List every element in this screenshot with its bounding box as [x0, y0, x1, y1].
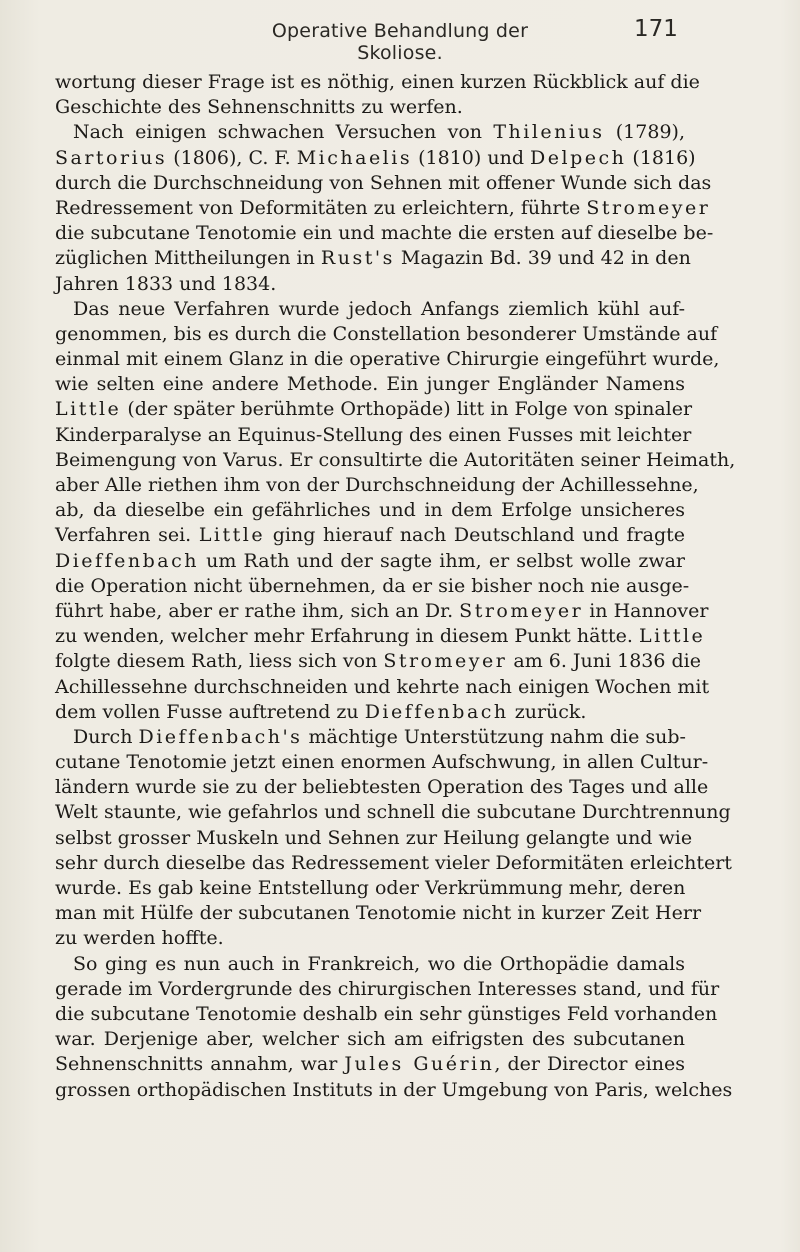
text-line: züglichen Mittheilungen in Rust's Magazin Bd. 39 und 42 in den [55, 247, 691, 270]
text-line: führt habe, aber er rathe ihm, sich an Dr. Stromeyer in Hannover [55, 599, 709, 622]
text-line: Kinderparalyse an Equinus-Stellung des einen Fusses mit leichter [55, 423, 692, 446]
text-line: cutane Tenotomie jetzt einen enormen Aufschwung, in allen Cultur- [55, 751, 709, 774]
spaced-name: Rust's [320, 247, 395, 270]
text-line: die subcutane Tenotomie deshalb ein sehr günstiges Feld vorhanden [55, 1002, 718, 1025]
spaced-name: Stromeyer [586, 196, 711, 219]
text-line: aber Alle riethen ihm von der Durchschneidung der Achillessehne, [55, 474, 699, 496]
text-line: Redressement von Deformitäten zu erleichtern, führte Stromeyer [55, 196, 711, 219]
text-line: Durch Dieffenbach's mächtige Unterstützung nahm die sub- [73, 725, 686, 748]
spaced-name: Delpech [530, 146, 627, 169]
text-line: ab, da dieselbe ein gefährliches und in dem Erfolge unsicheres [55, 499, 685, 522]
text-line: Verfahren sei. Little ging hierauf nach Deutschland und fragte [55, 524, 686, 547]
text-line: Achillessehne durchschneiden und kehrte nach einigen Wochen mit [55, 675, 710, 698]
spaced-name: Dieffenbach [364, 700, 509, 723]
text-line: Das neue Verfahren wurde jedoch Anfangs ziemlich kühl auf- [73, 297, 685, 320]
text-line: Beimengung von Varus. Er consultirte die Autoritäten seiner Heimath, [55, 448, 736, 471]
spaced-name: Thilenius [493, 121, 605, 144]
spaced-name: Jules Guérin [344, 1053, 495, 1076]
text-line: Little (der später berühmte Orthopäde) litt in Folge von spinaler [55, 398, 693, 421]
text-line: Sartorius (1806), C. F. Michaelis (1810) und Delpech (1816) [55, 146, 696, 169]
page-number: 171 [634, 16, 678, 42]
text-line: Nach einigen schwachen Versuchen von Thilenius (1789), [73, 121, 685, 144]
text-line: man mit Hülfe der subcutanen Tenotomie nicht in kurzer Zeit Herr [55, 902, 702, 925]
spaced-name: Little [639, 625, 706, 648]
body-text [55, 70, 736, 1103]
spaced-name: Michaelis [296, 146, 413, 169]
text-line: genommen, bis es durch die Constellation besonderer Umstände auf [55, 322, 718, 345]
spaced-name: Dieffenbach's [138, 725, 303, 748]
text-line: wortung dieser Frage ist es nöthig, einen kurzen Rückblick auf die [55, 71, 700, 93]
text-line: Sehnenschnitts annahm, war Jules Guérin, der Director eines [55, 1053, 685, 1076]
text-line: sehr durch dieselbe das Redressement vieler Deformitäten erleichtert [55, 851, 732, 874]
spaced-name: Little [55, 398, 122, 421]
text-line: gerade im Vordergrunde des chirurgischen Interesses stand, und für [55, 977, 720, 1000]
text-line: dem vollen Fusse auftretend zu Dieffenbach zurück. [55, 700, 587, 723]
spaced-name: Dieffenbach [55, 549, 199, 572]
text-line: folgte diesem Rath, liess sich von Stromeyer am 6. Juni 1836 die [55, 650, 702, 673]
text-line: die Operation nicht übernehmen, da er sie bisher noch nie ausge- [55, 574, 690, 597]
text-line: zu wenden, welcher mehr Erfahrung in diesem Punkt hätte. Little [55, 625, 706, 648]
running-header: Operative Behandlung der Skoliose. [271, 20, 529, 64]
text-line: grossen orthopädischen Instituts in der Umgebung von Paris, welches [55, 1078, 733, 1101]
text-line: Dieffenbach um Rath und der sagte ihm, er selbst wolle zwar [55, 549, 685, 572]
spaced-name: Stromeyer [383, 650, 508, 673]
text-line: zu werden hoffte. [55, 927, 224, 950]
text-line: ländern wurde sie zu der beliebtesten Operation des Tages und alle [55, 776, 709, 799]
text-line: Geschichte des Sehnenschnitts zu werfen. [55, 96, 463, 119]
text-line: wurde. Es gab keine Entstellung oder Verkrümmung mehr, deren [55, 877, 686, 899]
text-line: wie selten eine andere Methode. Ein junger Engländer Namens [55, 373, 685, 396]
text-line: durch die Durchschneidung von Sehnen mit offener Wunde sich das [55, 171, 712, 194]
text-line: war. Derjenige aber, welcher sich am eifrigsten des subcutanen [55, 1028, 685, 1051]
text-line: selbst grosser Muskeln und Sehnen zur Heilung gelangte und wie [55, 826, 693, 849]
text-line: So ging es nun auch in Frankreich, wo die Orthopädie damals [73, 952, 685, 975]
text-line: die subcutane Tenotomie ein und machte die ersten auf dieselbe be- [55, 222, 714, 245]
text-line: einmal mit einem Glanz in die operative Chirurgie eingeführt wurde, [55, 348, 720, 371]
spaced-name: Sartorius [55, 146, 168, 169]
spaced-name: Little [198, 524, 266, 547]
text-line: Welt staunte, wie gefahrlos und schnell die subcutane Durchtrennung [55, 801, 731, 824]
spaced-name: Stromeyer [459, 599, 584, 622]
text-line: Jahren 1833 und 1834. [55, 272, 277, 295]
